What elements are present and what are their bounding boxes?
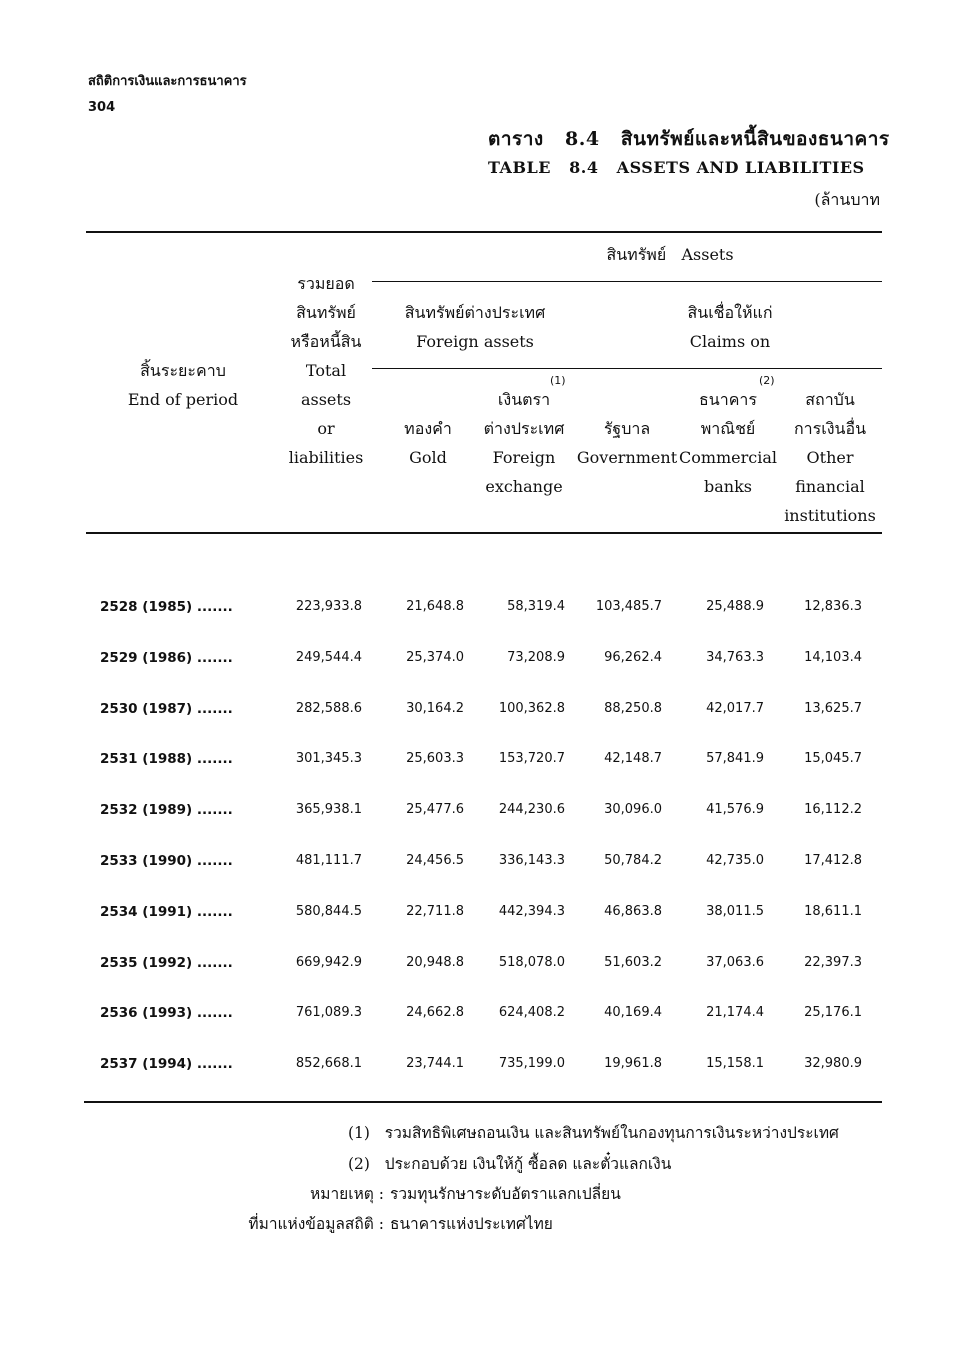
cell-total: 249,544.4	[295, 650, 362, 665]
table-row	[0, 1056, 966, 1076]
subgroup-underline	[372, 368, 882, 369]
table-bottom-rule	[84, 1101, 882, 1103]
cell-cb: 34,763.3	[706, 650, 764, 665]
total-header-line: assets	[300, 390, 352, 409]
total-header-line: Total	[305, 361, 347, 380]
cell-ofi: 15,045.7	[804, 751, 862, 766]
total-header-line: or	[317, 419, 335, 438]
claims-header	[640, 298, 820, 356]
row-period: 2532 (1989) .......	[100, 802, 233, 818]
cell-ofi: 17,412.8	[804, 853, 862, 868]
table-row	[0, 599, 966, 619]
cell-gov: 30,096.0	[604, 802, 662, 817]
unit-label: (ล้านบาท	[814, 190, 880, 209]
period-header	[108, 356, 258, 414]
cb-header	[678, 385, 778, 501]
footnote-2-marker: (2)	[348, 1155, 370, 1173]
cell-gold: 24,456.5	[406, 853, 464, 868]
fx-header	[474, 385, 574, 501]
fx-header-line: exchange	[485, 477, 563, 496]
cell-total: 301,345.3	[295, 751, 362, 766]
row-period: 2530 (1987) .......	[100, 701, 233, 717]
gold-header	[388, 414, 468, 472]
table-row	[0, 802, 966, 822]
cb-header-line: Commercial	[678, 448, 778, 467]
row-period: 2536 (1993) .......	[100, 1005, 233, 1021]
cell-gov: 19,961.8	[604, 1056, 662, 1071]
ofi-header	[780, 385, 880, 530]
cell-gold: 24,662.8	[406, 1005, 464, 1020]
ofi-header-line: institutions	[784, 506, 876, 525]
cell-fx: 336,143.3	[498, 853, 565, 868]
row-period: 2535 (1992) .......	[100, 955, 233, 971]
total-header-line: หรือหนี้สิน	[290, 332, 362, 351]
cell-fx: 73,208.9	[507, 650, 565, 665]
cell-fx: 244,230.6	[498, 802, 565, 817]
cell-ofi: 12,836.3	[804, 599, 862, 614]
cell-gold: 25,477.6	[406, 802, 464, 817]
total-header-line: liabilities	[288, 448, 364, 467]
assets-header	[560, 240, 780, 269]
row-period: 2529 (1986) .......	[100, 650, 233, 666]
table-row	[0, 701, 966, 721]
gov-header-english: Government	[576, 448, 678, 467]
cell-fx: 100,362.8	[498, 701, 565, 716]
cell-gov: 51,603.2	[604, 955, 662, 970]
total-header-line: รวมยอด	[297, 274, 355, 293]
gov-header	[574, 414, 680, 472]
cb-header-line: ธนาคาร	[699, 390, 757, 409]
cell-total: 365,938.1	[295, 802, 362, 817]
footnote-2-text: ประกอบด้วย เงินให้กู้ ซื้อลด และตั๋วแลกเงิน	[384, 1155, 672, 1173]
row-period: 2534 (1991) .......	[100, 904, 233, 920]
cell-cb: 42,735.0	[706, 853, 764, 868]
remark-text: รวมทุนรักษาระดับอัตราแลกเปลี่ยน	[390, 1185, 621, 1203]
cell-gold: 22,711.8	[406, 904, 464, 919]
assets-header-thai: สินทรัพย์	[606, 245, 667, 264]
cell-ofi: 16,112.2	[804, 802, 862, 817]
page-number: 304	[88, 100, 116, 115]
footnote-2	[348, 1151, 671, 1176]
running-head: สถิติการเงินและการธนาคาร	[88, 74, 247, 89]
cell-cb: 41,576.9	[706, 802, 764, 817]
cell-cb: 57,841.9	[706, 751, 764, 766]
table-title-english: TABLE 8.4 ASSETS AND LIABILITIES	[488, 158, 865, 177]
cell-total: 669,942.9	[295, 955, 362, 970]
foreign-assets-header	[380, 298, 570, 356]
footnote-1-text: รวมสิทธิพิเศษถอนเงิน และสินทรัพย์ในกองทุนการเงินระหว่างประเทศ	[384, 1124, 839, 1142]
cell-total: 282,588.6	[295, 701, 362, 716]
cell-total: 852,668.1	[295, 1056, 362, 1071]
gold-header-thai: ทองคำ	[404, 419, 452, 438]
cell-fx: 624,408.2	[498, 1005, 565, 1020]
table-row	[0, 904, 966, 924]
cell-cb: 21,174.4	[706, 1005, 764, 1020]
footnote-1	[348, 1120, 839, 1145]
assets-header-english: Assets	[681, 245, 734, 264]
table-row	[0, 650, 966, 670]
cell-gov: 42,148.7	[604, 751, 662, 766]
cell-ofi: 18,611.1	[804, 904, 862, 919]
cell-gold: 30,164.2	[406, 701, 464, 716]
assets-underline	[372, 281, 882, 282]
cell-gold: 25,603.3	[406, 751, 464, 766]
row-period: 2528 (1985) .......	[100, 599, 233, 615]
foreign-assets-english: Foreign assets	[416, 332, 534, 351]
table-row	[0, 751, 966, 771]
period-header-thai: สิ้นระยะคาบ	[140, 361, 226, 380]
period-header-english: End of period	[127, 390, 239, 409]
gov-header-thai: รัฐบาล	[603, 419, 651, 438]
row-period: 2531 (1988) .......	[100, 751, 233, 767]
fx-footnote-marker: (1)	[550, 374, 566, 387]
cell-fx: 518,078.0	[498, 955, 565, 970]
cell-ofi: 22,397.3	[804, 955, 862, 970]
cell-ofi: 14,103.4	[804, 650, 862, 665]
cell-cb: 37,063.6	[706, 955, 764, 970]
claims-english: Claims on	[689, 332, 771, 351]
cell-gov: 96,262.4	[604, 650, 662, 665]
row-period: 2537 (1994) .......	[100, 1056, 233, 1072]
cell-total: 580,844.5	[295, 904, 362, 919]
ofi-header-line: การเงินอื่น	[793, 419, 867, 438]
fx-header-line: Foreign	[492, 448, 556, 467]
cb-header-line: พาณิชย์	[700, 419, 756, 438]
cell-cb: 25,488.9	[706, 599, 764, 614]
cb-footnote-marker: (2)	[759, 374, 775, 387]
cell-gov: 40,169.4	[604, 1005, 662, 1020]
cell-cb: 15,158.1	[706, 1056, 764, 1071]
cell-fx: 58,319.4	[507, 599, 565, 614]
source-text: ธนาคารแห่งประเทศไทย	[390, 1215, 553, 1233]
ofi-header-line: financial	[795, 477, 865, 496]
cell-total: 761,089.3	[295, 1005, 362, 1020]
cell-gold: 23,744.1	[406, 1056, 464, 1071]
total-header	[266, 269, 386, 472]
footnote-1-marker: (1)	[348, 1124, 370, 1142]
cell-ofi: 25,176.1	[804, 1005, 862, 1020]
cell-total: 223,933.8	[295, 599, 362, 614]
cell-gov: 50,784.2	[604, 853, 662, 868]
header-bottom-rule	[86, 532, 882, 534]
cell-ofi: 32,980.9	[804, 1056, 862, 1071]
cell-cb: 38,011.5	[706, 904, 764, 919]
cell-cb: 42,017.7	[706, 701, 764, 716]
ofi-header-line: สถาบัน	[805, 390, 855, 409]
fx-header-line: ต่างประเทศ	[483, 419, 565, 438]
cell-fx: 735,199.0	[498, 1056, 565, 1071]
cell-gov: 46,863.8	[604, 904, 662, 919]
cell-gov: 103,485.7	[595, 599, 662, 614]
cell-gold: 21,648.8	[406, 599, 464, 614]
cell-gov: 88,250.8	[604, 701, 662, 716]
table-title-thai: ตาราง 8.4 สินทรัพย์และหนี้สินของธนาคาร	[488, 128, 890, 150]
table-row	[0, 955, 966, 975]
cell-ofi: 13,625.7	[804, 701, 862, 716]
ofi-header-line: Other	[806, 448, 854, 467]
claims-thai: สินเชื่อให้แก่	[687, 303, 773, 322]
table-row	[0, 1005, 966, 1025]
cell-fx: 442,394.3	[498, 904, 565, 919]
table-row	[0, 853, 966, 873]
cell-fx: 153,720.7	[498, 751, 565, 766]
remark-label: หมายเหตุ :	[310, 1185, 384, 1203]
fx-header-line: เงินตรา	[497, 390, 551, 409]
cell-total: 481,111.7	[295, 853, 362, 868]
source-label: ที่มาแห่งข้อมูลสถิติ :	[248, 1215, 384, 1233]
foreign-assets-thai: สินทรัพย์ต่างประเทศ	[404, 303, 546, 322]
gold-header-english: Gold	[409, 448, 447, 467]
row-period: 2533 (1990) .......	[100, 853, 233, 869]
table-top-rule	[86, 231, 882, 233]
cell-gold: 20,948.8	[406, 955, 464, 970]
cell-gold: 25,374.0	[406, 650, 464, 665]
cb-header-line: banks	[704, 477, 752, 496]
total-header-line: สินทรัพย์	[296, 303, 356, 322]
